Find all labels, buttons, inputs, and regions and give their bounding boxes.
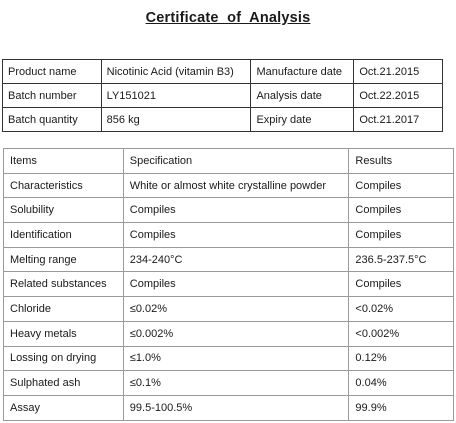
specification-cell: Compiles <box>123 223 349 248</box>
specification-cell: ≤1.0% <box>123 346 349 371</box>
info-row-product <box>3 60 443 84</box>
header-results: Results <box>349 149 454 174</box>
table-row <box>4 272 454 297</box>
expiry-date-value: Oct.21.2017 <box>354 108 443 132</box>
result-cell: 236.5-237.5°C <box>349 247 454 272</box>
product-name-value: Nicotinic Acid (vitamin B3) <box>101 60 251 84</box>
analysis-date-label: Analysis date <box>251 84 354 108</box>
item-cell: Characteristics <box>4 173 124 198</box>
result-cell: 99.9% <box>349 395 454 420</box>
item-cell: Related substances <box>4 272 124 297</box>
specification-cell: ≤0.02% <box>123 297 349 322</box>
analysis-results-table <box>3 148 454 421</box>
expiry-date-label: Expiry date <box>251 108 354 132</box>
specification-cell: 234-240°C <box>123 247 349 272</box>
document-title: Certificate of Analysis <box>145 10 311 26</box>
batch-quantity-label: Batch quantity <box>3 108 102 132</box>
item-cell: Heavy metals <box>4 321 124 346</box>
specification-cell: ≤0.1% <box>123 371 349 396</box>
header-specification: Specification <box>123 149 349 174</box>
header-items: Items <box>4 149 124 174</box>
table-row <box>4 223 454 248</box>
info-row-quantity <box>3 108 443 132</box>
specification-cell: 99.5-100.5% <box>123 395 349 420</box>
product-name-label: Product name <box>3 60 102 84</box>
table-row <box>4 371 454 396</box>
specification-cell: Compiles <box>123 272 349 297</box>
result-cell: Compiles <box>349 198 454 223</box>
item-cell: Melting range <box>4 247 124 272</box>
specification-cell: ≤0.002% <box>123 321 349 346</box>
specification-cell: White or almost white crystalline powder <box>123 173 349 198</box>
item-cell: Identification <box>4 223 124 248</box>
result-cell: <0.002% <box>349 321 454 346</box>
result-cell: <0.02% <box>349 297 454 322</box>
table-row <box>4 321 454 346</box>
item-cell: Solubility <box>4 198 124 223</box>
batch-number-label: Batch number <box>3 84 102 108</box>
table-row <box>4 198 454 223</box>
specification-cell: Compiles <box>123 198 349 223</box>
analysis-date-value: Oct.22.2015 <box>354 84 443 108</box>
table-row <box>4 346 454 371</box>
manufacture-date-value: Oct.21.2015 <box>354 60 443 84</box>
table-row <box>4 247 454 272</box>
result-cell: Compiles <box>349 223 454 248</box>
result-cell: 0.12% <box>349 346 454 371</box>
table-row <box>4 173 454 198</box>
batch-number-value: LY151021 <box>101 84 251 108</box>
result-cell: Compiles <box>349 173 454 198</box>
result-cell: Compiles <box>349 272 454 297</box>
item-cell: Chloride <box>4 297 124 322</box>
info-row-batch <box>3 84 443 108</box>
item-cell: Sulphated ash <box>4 371 124 396</box>
item-cell: Assay <box>4 395 124 420</box>
item-cell: Lossing on drying <box>4 346 124 371</box>
product-info-table <box>2 59 443 132</box>
result-cell: 0.04% <box>349 371 454 396</box>
batch-quantity-value: 856 kg <box>101 108 251 132</box>
table-row <box>4 297 454 322</box>
manufacture-date-label: Manufacture date <box>251 60 354 84</box>
table-header-row <box>4 149 454 174</box>
table-row <box>4 395 454 420</box>
